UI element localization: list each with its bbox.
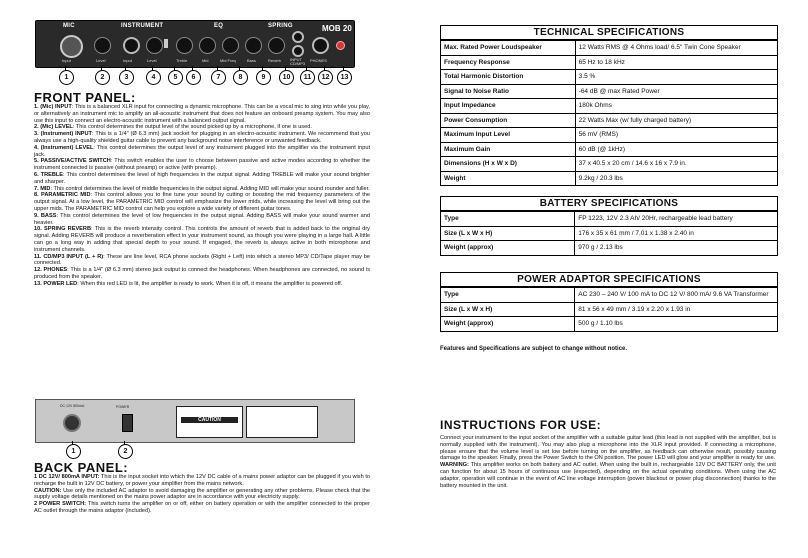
instrument-level-label: Level xyxy=(147,58,157,63)
spec-key: Size (L x W x H) xyxy=(441,226,575,241)
adaptor-specs-table xyxy=(440,287,778,332)
spec-value: 3.5 % xyxy=(575,70,777,85)
callout-number: 11 xyxy=(300,70,315,85)
front-panel-item-label: 10. SPRING REVERB xyxy=(34,226,91,233)
callout-number: 1 xyxy=(59,70,74,85)
spec-row xyxy=(441,302,778,317)
mic-level-knob-icon xyxy=(94,37,111,54)
front-panel-item-label: 8. PARAMETRIC MID xyxy=(34,192,91,199)
passive-active-switch-icon xyxy=(164,39,168,48)
instructions-paragraph: Connect your instrument to the input socket of the amplifier with a suitable guitar lead (this lead is not supplied with the amplifier, but is normally supplied with the instrument). You may also plug a microphone into the XLR input provided. If connecting a microphone, please ensure that the volume level is set low before turning on the amplifier, as feedback can otherwise result, possibly causing damage to the speaker. Finally, press the Power Switch to the ON position. The power LED will glow and your amplifier is ready for use. xyxy=(440,435,776,462)
dc-jack-icon xyxy=(63,414,81,432)
spec-row xyxy=(441,99,778,114)
spring-section-label: SPRING xyxy=(268,23,293,29)
front-panel-item-label: 2. (Mic) LEVEL xyxy=(34,124,73,131)
front-panel-item-label: 1. (Mic) INPUT xyxy=(34,104,72,110)
callout-number: 8 xyxy=(233,70,248,85)
power-switch-item-label: 2 POWER SWITCH: xyxy=(34,501,87,508)
front-panel-item xyxy=(34,131,370,145)
phones-label: PHONES xyxy=(310,58,327,63)
callout-number: 1 xyxy=(66,444,81,459)
front-panel-item xyxy=(34,192,370,212)
back-panel-item-1 xyxy=(34,474,370,488)
front-panel-item-label: 3. (Instrument) INPUT xyxy=(34,131,92,138)
front-panel-item xyxy=(34,104,370,124)
front-panel-item-text: : This is a 1/4" (Ø 6.3 mm) jack socket for plugging in an electro-acoustic instrument. We recommend that you always use a high-quality shielded guitar cable to prevent any background noise interference or unwanted feedback. xyxy=(34,131,371,144)
spec-value: FP 1223, 12V 2.3 Ah/ 20Hr, rechargeable lead battery xyxy=(575,212,778,227)
back-panel-heading: BACK PANEL: xyxy=(34,460,129,475)
front-panel-item xyxy=(34,267,370,281)
power-switch-icon xyxy=(122,414,133,432)
spec-row xyxy=(441,128,778,143)
cd-input-label: INPUT xyxy=(290,57,302,62)
front-panel-item-label: 12. PHONES xyxy=(34,267,68,274)
mic-xlr-input-icon xyxy=(60,35,83,58)
spec-key: Dimensions (H x W x D) xyxy=(441,157,576,172)
front-panel-item xyxy=(34,124,370,131)
battery-specs-title: BATTERY SPECIFICATIONS xyxy=(440,196,778,211)
instrument-input-label: Input xyxy=(123,58,132,63)
front-panel-item-text: : This is the reverb intensity control. This controls the amount of reverb that is added back to the original dry signal. Adding REVERB will produce a reverberation effect in your instrument sound, as though you were playing in a large hall. A little can go a long way in adding that special depth to your sound. If engaged, the reverb is always active in both microphone and instrument channels. xyxy=(34,226,370,253)
spec-row xyxy=(441,317,778,332)
power-label: POWER xyxy=(116,405,130,409)
rca-right-icon xyxy=(292,45,304,57)
callout-number: 2 xyxy=(118,444,133,459)
callout-number: 13 xyxy=(337,70,352,85)
front-panel-item xyxy=(34,172,370,186)
bass-label: Bass xyxy=(247,58,256,63)
adaptor-specs-title: POWER ADAPTOR SPECIFICATIONS xyxy=(440,272,778,287)
front-panel-item-text: : When this red LED is lit, the amplifier is ready to work. When it is off, it means the amplifier is powered off. xyxy=(77,280,343,287)
front-panel-item-label: 7. MID xyxy=(34,185,51,192)
spec-value: 9.2kg / 20.3 lbs xyxy=(575,171,777,186)
instrument-level-knob-icon xyxy=(146,37,163,54)
callout-number: 2 xyxy=(95,70,110,85)
front-panel-item xyxy=(34,281,370,288)
mic-section-label: MIC xyxy=(63,23,75,29)
spec-key: Input Impedance xyxy=(441,99,576,114)
front-panel-item-text: : These are line level, RCA phone sockets (Right + Left) into which a stereo MP3/ CD/Tape player may be connected. xyxy=(34,253,370,267)
front-panel-item-label: 13. POWER LED xyxy=(34,280,78,287)
spec-value: 970 g / 2.13 lbs xyxy=(575,241,778,256)
mic-level-label: Level xyxy=(96,58,106,63)
front-panel-item-label: 4. (Instrument) LEVEL xyxy=(34,144,94,151)
front-panel-item-text: : This control determines the level of high frequencies in the output signal. Adding TREBLE will make your sound brighter and sharper. xyxy=(34,171,370,185)
instructions-heading: INSTRUCTIONS FOR USE: xyxy=(440,418,602,432)
front-panel-item-text: : This control determines the output level of the sound picked up by a microphone, if one is used. xyxy=(72,124,312,131)
caution-body: Use only the included AC adaptor to avoid damaging the amplifier or generating any other problems. Please check that the supply voltage details mentioned on the mains power adaptor are in accordance with your electricity supply. xyxy=(34,487,370,501)
front-panel-item-text: : This control determines the level of middle frequencies in the output signal. Adding MID will make your sound rounder and fuller. xyxy=(50,185,370,192)
front-panel-item xyxy=(34,254,370,268)
spec-key: Weight xyxy=(441,171,576,186)
front-panel-illustration xyxy=(35,20,355,68)
callout-number: 10 xyxy=(279,70,294,85)
mic-input-label: Input xyxy=(62,58,71,63)
front-panel-item-text: : This is a 1/4" (Ø 6.3 mm) stereo jack output to connect the headphones. When headphones are connected, no sound is produced from the speaker. xyxy=(34,267,370,280)
spec-row xyxy=(441,171,778,186)
reverb-knob-icon xyxy=(268,37,285,54)
front-panel-item xyxy=(34,145,370,159)
spec-value: 176 x 35 x 61 mm / 7.01 x 1.38 x 2.40 in xyxy=(575,226,778,241)
spec-row xyxy=(441,70,778,85)
spec-row xyxy=(441,142,778,157)
front-panel-item-label: 11. CD/MP3 INPUT (L + R) xyxy=(34,253,104,260)
power-led-icon xyxy=(336,41,345,50)
front-panel-item-label: 9. BASS xyxy=(34,212,57,219)
spec-key: Power Consumption xyxy=(441,113,576,128)
front-panel-item xyxy=(34,213,370,227)
rating-label-box xyxy=(246,406,318,438)
callout-number: 6 xyxy=(186,70,201,85)
rca-left-icon xyxy=(292,31,304,43)
spec-value: 22 Watts Max (w/ fully charged battery) xyxy=(575,113,777,128)
spec-row xyxy=(441,212,778,227)
front-panel-item-text: : This control determines the level of low frequencies in the output signal. Adding BASS will make your sound warmer and heavier. xyxy=(34,212,370,226)
phones-jack-icon xyxy=(312,37,329,54)
mid-freq-label: Mid Freq xyxy=(220,58,236,63)
treble-knob-icon xyxy=(176,37,193,54)
technical-specs-title: TECHNICAL SPECIFICATIONS xyxy=(440,25,778,40)
eq-section-label: EQ xyxy=(214,23,224,29)
spec-value: 56 mV (RMS) xyxy=(575,128,777,143)
front-panel-item xyxy=(34,226,370,253)
spec-key: Frequency Response xyxy=(441,55,576,70)
back-panel-illustration xyxy=(35,399,355,443)
front-panel-item-text: : This control determines the output level of any instrument plugged into the amplifier via the instrument input jack. xyxy=(34,144,371,158)
reverb-label: Reverb xyxy=(268,58,281,63)
spec-key: Maximum Gain xyxy=(441,142,576,157)
spec-value: AC 230 – 240 V/ 100 mA to DC 12 V/ 800 mA/ 9.6 VA Transformer xyxy=(575,288,778,303)
model-name: MOB 20 xyxy=(322,24,352,33)
spec-row xyxy=(441,113,778,128)
spec-value: -64 dB @ max Rated Power xyxy=(575,84,777,99)
instructions-warning xyxy=(440,462,776,489)
front-panel-item-text: : This is a balanced XLR input for connecting a dynamic microphone. This can be a vocal mic to sing into while you play, or alternatively an instrument mic to amplify an all-acoustic instrument that does not feature an onboard preamp system. You may also use this input to connect an electro-acoustic instrument with a balanced output signal. xyxy=(34,104,370,124)
spec-value: 81 x 56 x 49 mm / 3.19 x 2.20 x 1.93 in xyxy=(575,302,778,317)
back-panel-descriptions xyxy=(34,474,370,515)
spec-row xyxy=(441,288,778,303)
front-panel-descriptions xyxy=(34,104,370,288)
spec-key: Signal to Noise Ratio xyxy=(441,84,576,99)
spec-row xyxy=(441,41,778,56)
callout-number: 4 xyxy=(146,70,161,85)
spec-row xyxy=(441,226,778,241)
mid-knob-icon xyxy=(199,37,216,54)
mid-label: Mid xyxy=(202,58,209,63)
spec-row xyxy=(441,241,778,256)
front-panel-item-label: 5. PASSIVE/ACTIVE SWITCH xyxy=(34,158,111,165)
spec-key: Weight (approx) xyxy=(441,241,575,256)
spec-value: 65 Hz to 18 kHz xyxy=(575,55,777,70)
callout-number: 3 xyxy=(119,70,134,85)
caution-label: CAUTION: xyxy=(34,487,62,494)
spec-value: 37 x 40.5 x 20 cm / 14.6 x 16 x 7.9 in. xyxy=(575,157,777,172)
spec-key: Maximum Input Level xyxy=(441,128,576,143)
back-panel-item-2 xyxy=(34,501,370,515)
spec-key: Total Harmonic Distortion xyxy=(441,70,576,85)
instrument-section-label: INSTRUMENT xyxy=(121,23,164,29)
spec-value: 12 Watts RMS @ 4 Ohms load/ 6.5" Twin Cone Speaker xyxy=(575,41,777,56)
spec-key: Max. Rated Power Loudspeaker xyxy=(441,41,576,56)
power-switch-item-text: This switch turns the amplifier on or off, either on battery operation or with the amplifier connected to the proper AC outlet through the mains adaptor (included). xyxy=(34,501,370,514)
front-panel-item-text: : This switch enables the user to choose between passive and active modes according to whether the instrument connected is passive (without preamp) or active (with preamp). xyxy=(34,158,370,172)
caution-label-box xyxy=(176,406,243,438)
callout-number: 9 xyxy=(256,70,271,85)
instructions-body xyxy=(440,435,776,489)
treble-label: Treble xyxy=(176,58,188,63)
spec-key: Type xyxy=(441,212,575,227)
dc-input-label: DC 12V 800mA xyxy=(60,404,85,408)
spec-key: Weight (approx) xyxy=(441,317,575,332)
mid-freq-knob-icon xyxy=(222,37,239,54)
warning-label: WARNING: xyxy=(440,462,469,469)
callout-number: 12 xyxy=(318,70,333,85)
cd-input-sublabel: CD/MP3 xyxy=(290,61,306,66)
spec-row xyxy=(441,84,778,99)
front-panel-item xyxy=(34,158,370,172)
spec-value: 500 g / 1.10 lbs xyxy=(575,317,778,332)
dc-input-item-text: This is the input socket into which the 12V DC cable of a mains power adaptor can be plugged if you wish to recharge the built in 12V DC battery, or power your amplifier from the mains network. xyxy=(34,474,370,487)
callout-number: 7 xyxy=(211,70,226,85)
spec-row xyxy=(441,55,778,70)
spec-value: 180k Ohms xyxy=(575,99,777,114)
spec-value: 60 dB (@ 1kHz) xyxy=(575,142,777,157)
specs-change-notice: Features and Specifications are subject to change without notice. xyxy=(440,346,628,352)
battery-specs-table xyxy=(440,211,778,256)
bass-knob-icon xyxy=(245,37,262,54)
back-panel-caution xyxy=(34,488,370,502)
front-panel-heading: FRONT PANEL: xyxy=(34,90,136,105)
warning-text: This amplifier works on both battery and AC outlet. When using the built in, rechargeable 12V DC BATTERY only, the unit can function for about 15 hours of continuous use (expected), depending on the actual operating conditions. When using the AC adaptor, operation will continue in the event of AC line voltage interruption (power blackout or power plug disconnection) thanks to the battery mounted in the unit. xyxy=(440,462,776,489)
front-panel-item-label: 6. TREBLE xyxy=(34,171,64,178)
spec-row xyxy=(441,157,778,172)
callout-number: 5 xyxy=(168,70,183,85)
dc-input-item-label: 1 DC 12V/ 800mA INPUT: xyxy=(34,474,100,480)
technical-specs-table xyxy=(440,40,778,186)
spec-key: Size (L x W x H) xyxy=(441,302,575,317)
front-panel-item xyxy=(34,186,370,193)
front-panel-item-text: : This control allows you to fine tune your sound by cutting or boosting the mid frequency parameters of the output signal. At a low level, the PARAMETRIC MID control will emphasize the lower mids, while increasing the level will bring out the upper mids. The PARAMETRIC MID control can help you explore a wide variety of different guitar tones. xyxy=(34,192,370,212)
caution-text: CAUTION xyxy=(181,417,238,423)
instrument-jack-icon xyxy=(123,37,140,54)
spec-key: Type xyxy=(441,288,575,303)
